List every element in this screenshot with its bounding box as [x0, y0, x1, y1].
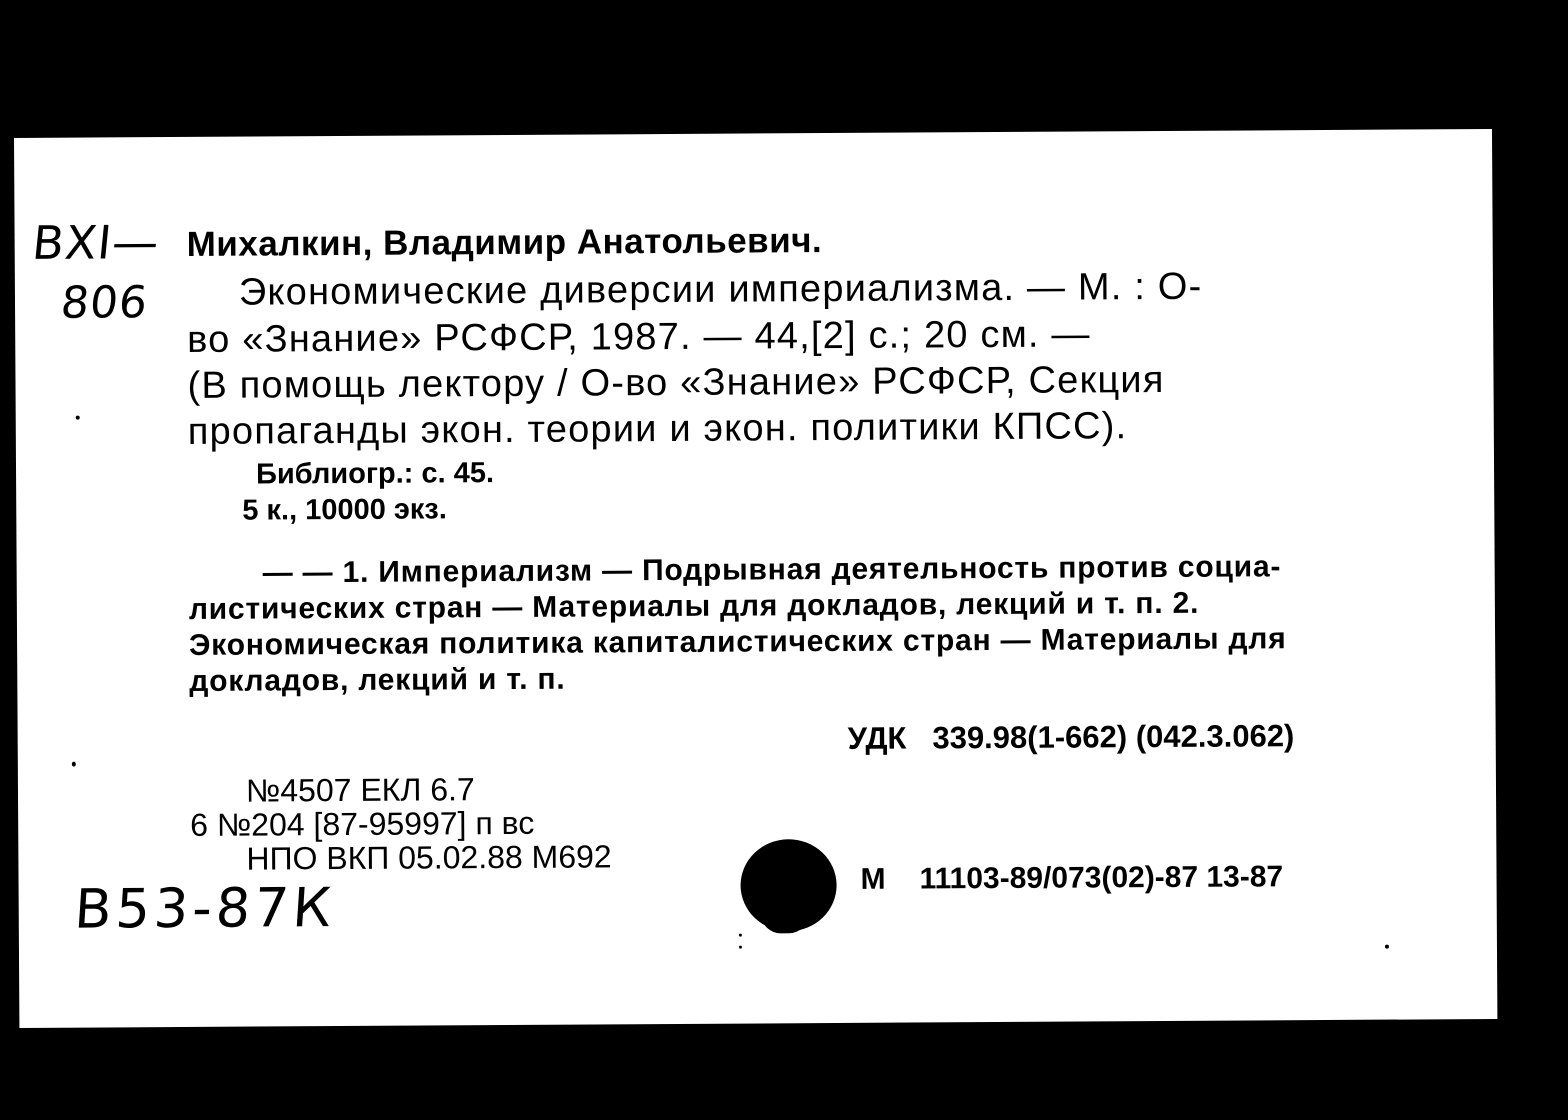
author-heading: Михалкин, Владимир Анатольевич. — [186, 221, 823, 264]
scan-speck — [739, 934, 742, 937]
order-code-value: 11103-89/073(02)-87 13-87 — [919, 860, 1284, 896]
scan-speck — [72, 762, 76, 767]
price-print-run: 5 к., 10000 экз. — [242, 493, 447, 527]
description-line-4: пропаганды экон. теории и экон. политики КПСС). — [187, 405, 1128, 453]
udc-value: 339.98(1-662) (042.3.062) — [932, 718, 1295, 756]
library-catalog-card — [14, 129, 1497, 1028]
shelf-mark-line2: 806 — [58, 277, 151, 329]
printing-line-2: 6 №204 [87-95997] п вс — [190, 804, 535, 843]
subject-line-1: — — 1. Империализм — Подрывная деятельность против социа- — [262, 550, 1282, 590]
inventory-mark: В53-87К — [72, 876, 338, 941]
order-code-prefix: М — [860, 862, 886, 896]
udc-label: УДК — [847, 720, 907, 756]
udc-classification — [848, 718, 1295, 757]
scan-speck — [76, 416, 80, 420]
description-line-1: Экономические диверсии империализма. — М. : О- — [238, 265, 1203, 314]
printing-line-3: НПО ВКП 05.02.88 М692 — [246, 838, 612, 877]
scan-speck — [739, 946, 742, 949]
description-line-2: во «Знание» РСФСР, 1987. — 44,[2] с.; 20 см. — — [187, 313, 1091, 361]
shelf-mark-line1: ВХI— — [29, 215, 162, 270]
subject-line-4: докладов, лекций и т. п. — [189, 662, 566, 698]
bibliography-note: Библиогр.: с. 45. — [255, 457, 495, 491]
order-code — [860, 860, 1283, 897]
description-line-3: (В помощь лектору / О-во «Знание» РСФСР, Секция — [187, 358, 1165, 407]
subject-line-2: листических стран — Материалы для докладов, лекций и т. п. 2. — [188, 586, 1200, 626]
punch-hole-mark-tail — [761, 913, 809, 933]
subject-line-3: Экономическая политика капиталистических стран — Материалы для — [189, 622, 1287, 662]
printing-line-1: №4507 ЕКЛ 6.7 — [245, 771, 475, 809]
scan-speck — [1385, 945, 1389, 949]
